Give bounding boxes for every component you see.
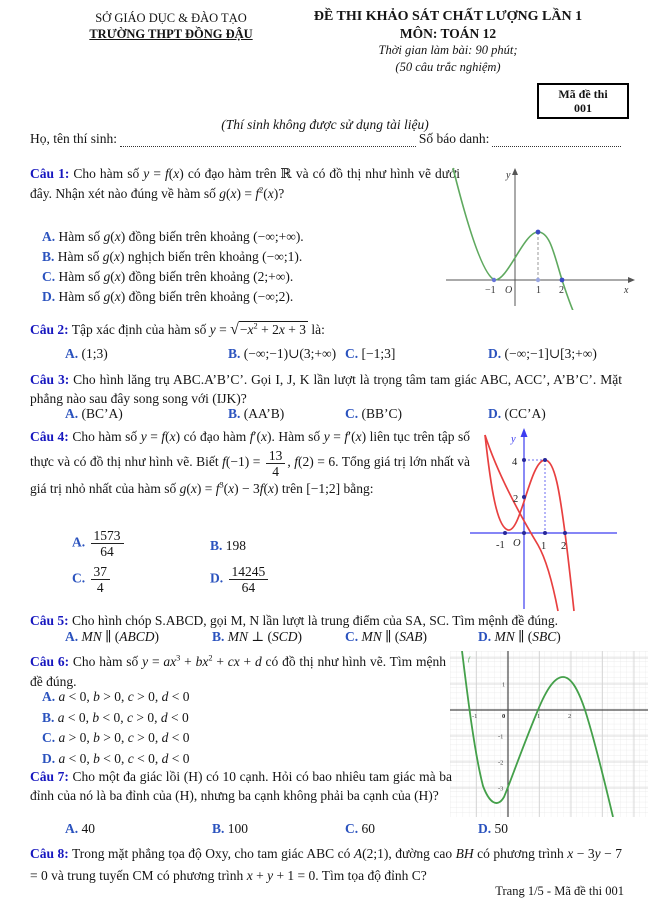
page-footer: Trang 1/5 - Mã đề thi 001 [495,884,624,898]
exam-code-box [537,83,629,119]
question-7-number: Câu 7: [30,769,69,784]
question-2-number: Câu 2: [30,322,69,337]
svg-text:f: f [468,656,470,663]
header-left [66,10,276,42]
option-d: D. (−∞;−1]∪[3;+∞) [488,346,597,361]
option-d: D. a < 0, b < 0, c < 0, d < 0 [42,750,190,766]
q4-derivative-graph [468,427,622,613]
question-3-number: Câu 3: [30,372,70,387]
question-2-options [30,346,624,366]
svg-text:1: 1 [541,541,547,552]
question-4-body: Cho hàm số y = f(x) có đạo hàm f′(x). Hàm số y = f′(x) liên tục trên tập số thực và có đồ thị như hình vẽ. Biết f(−1) = $\frac{13}{4}$ , f(2) = 6. Tổng giá trị lớn nhất và giá trị nhỏ nhất của hàm số $g(x) = f^3(x) - 3f(x)$ trên [−1;2] bằng: [30,429,470,496]
question-4-text [30,427,470,499]
exam-code-label: Mã đề thi [558,87,608,101]
question-1-body: Cho hàm số y = f(x) có đạo hàm trên ℝ và có đồ thị như hình vẽ dưới đây. Nhận xét nào đúng về hàm số $g(x) = f^2(x)$? [30,166,460,201]
option-d: D. MN ∥ (SBC) [478,629,561,644]
option-d: D. $\frac{14245}{64}$ [210,564,270,595]
y-arrow [521,428,528,437]
option-a: A. MN ∥ (ABCD) [65,629,159,644]
option-b: B. (AA’B) [228,406,285,421]
option-a: A. $\frac{1573}{64}$ [72,528,126,559]
svg-text:4: 4 [512,457,518,468]
question-5-text [30,611,622,631]
question-1-number: Câu 1: [30,166,70,181]
option-b: B. Hàm số g(x) nghịch biến trên khoảng (−∞;1). [42,249,303,264]
option-a: A. a < 0, b > 0, c > 0, d < 0 [42,689,190,704]
question-7-body: Cho một đa giác lồi (H) có 10 cạnh. Hỏi có bao nhiêu tam giác mà ba đỉnh của nó là ba đỉnh của (H), nhưng ba cạnh không phải ba cạnh của (H)? [30,769,452,803]
svg-text:2: 2 [561,541,567,552]
svg-text:0: 0 [502,713,506,720]
question-6-options [42,687,190,769]
svg-text:-3: -3 [498,785,504,793]
option-c: C. Hàm số g(x) đồng biến trên khoảng (2;+∞). [42,269,294,284]
svg-text:2: 2 [559,285,564,296]
svg-text:1: 1 [536,285,541,296]
option-b: B. 198 [210,538,247,553]
question-7 [30,768,452,805]
question-5-body: Cho hình chóp S.ABCD, gọi M, N lần lượt là trung điểm của SA, SC. Tìm mệnh đề đúng. [72,613,558,628]
y-arrow [512,168,518,175]
question-8-text [30,843,622,887]
exam-duration: Thời gian làm bài: 90 phút; [378,43,518,57]
svg-text:−1: −1 [485,285,496,296]
question-2 [30,320,622,340]
question-6 [30,652,446,691]
q1-labels [485,170,629,296]
svg-text:O: O [505,285,513,296]
exam-subject: MÔN: TOÁN 12 [399,26,497,41]
option-a: A. (BC’A) [65,406,123,421]
option-a: A. 40 [65,821,95,836]
exam-format-note: (50 câu trắc nghiệm) [395,60,501,74]
svg-text:x: x [624,285,629,296]
option-d: D. (CC’A) [488,406,546,421]
question-2-text [30,320,622,340]
question-3-body: Cho hình lăng trụ ABC.A’B’C’. Gọi I, J, K lần lượt là trọng tâm tam giác ABC, ACC’, A’B’C’. Mặt phẳng nào sau đây song song với (IJK)? [30,372,622,406]
exam-title: ĐỀ THI KHẢO SÁT CHẤT LƯỢNG LẦN 1 [313,9,583,24]
question-6-number: Câu 6: [30,654,70,669]
svg-text:-2: -2 [498,759,504,767]
svg-text:y: y [511,434,516,445]
question-3 [30,370,622,408]
svg-text:-1: -1 [498,733,504,741]
q6-cubic-graph [450,651,648,817]
id-field-label: Số báo danh: [418,131,490,146]
name-field-label: Họ, tên thí sinh: [30,131,117,146]
question-4 [30,427,470,499]
option-c: C. MN ∥ (SAB) [345,629,427,644]
question-5-number: Câu 5: [30,613,69,628]
q1-function-graph [438,166,638,310]
question-1-options [42,227,304,307]
option-c: C. 60 [345,821,375,836]
svg-text:2: 2 [568,713,572,720]
question-6-text [30,652,446,691]
x-arrow [628,277,635,283]
option-b: B. a < 0, b < 0, c > 0, d < 0 [42,709,189,725]
exam-code-value: 001 [574,101,592,115]
question-1-text [30,164,460,204]
question-7-options [30,821,624,841]
id-field-blank [492,133,621,147]
question-8-body: Trong mặt phẳng tọa độ Oxy, cho tam giác ABC có A(2;1), đường cao BH có phương trình x − 3y − 7 = 0 và trung tuyến CM có phương trình x + y + 1 = 0. Tìm tọa độ đỉnh C? [30,846,622,883]
option-a: A. Hàm số g(x) đồng biến trên khoảng (−∞;+∞). [42,229,304,244]
option-d: D. Hàm số g(x) đồng biến trên khoảng (−∞;2). [42,289,294,304]
q4-curve-main [485,435,574,611]
svg-text:2: 2 [513,494,519,505]
svg-text:-1: -1 [472,713,478,720]
question-2-body: Tập xác định của hàm số $y = √-x^2 + 2x + 3$ là: [71,321,325,338]
header-right [280,8,616,76]
instruction-note: (Thí sinh không được sử dụng tài liệu) [221,117,429,132]
option-b: B. MN ⊥ (SCD) [212,629,302,644]
svg-text:1: 1 [502,681,506,689]
option-d: D. 50 [478,821,508,836]
question-5-options [30,629,624,649]
svg-text:1: 1 [537,713,541,720]
question-4-number: Câu 4: [30,429,69,444]
option-b: B. 100 [212,821,249,836]
question-3-options [30,406,624,426]
option-a: A. (1;3) [65,346,108,361]
q6-grid [450,651,648,817]
q1-curve [453,168,574,310]
question-7-text [30,768,452,805]
department-name: SỞ GIÁO DỤC & ĐÀO TẠO [95,11,247,25]
option-c: C. $\frac{37}{4}$ [72,564,112,595]
candidate-info-row [30,131,624,147]
name-field-blank [120,133,416,147]
option-c: C. [−1;3] [345,346,396,361]
question-1 [30,164,460,204]
school-name: TRƯỜNG THPT ĐỒNG ĐẬU [89,27,253,41]
question-5 [30,611,622,631]
question-8 [30,843,622,887]
svg-text:-1: -1 [496,540,505,551]
question-6-body: Cho hàm số $y = ax^3 + bx^2$ + cx + d có đồ thị như hình vẽ. Tìm mệnh đề đúng. [30,653,446,689]
svg-text:y: y [506,170,511,181]
option-b: B. (−∞;−1)∪(3;+∞) [228,346,337,361]
question-3-text [30,370,622,408]
option-c: C. a > 0, b > 0, c > 0, d < 0 [42,730,190,745]
question-8-number: Câu 8: [30,846,69,861]
option-c: C. (BB’C) [345,406,402,421]
svg-text:O: O [513,538,521,549]
